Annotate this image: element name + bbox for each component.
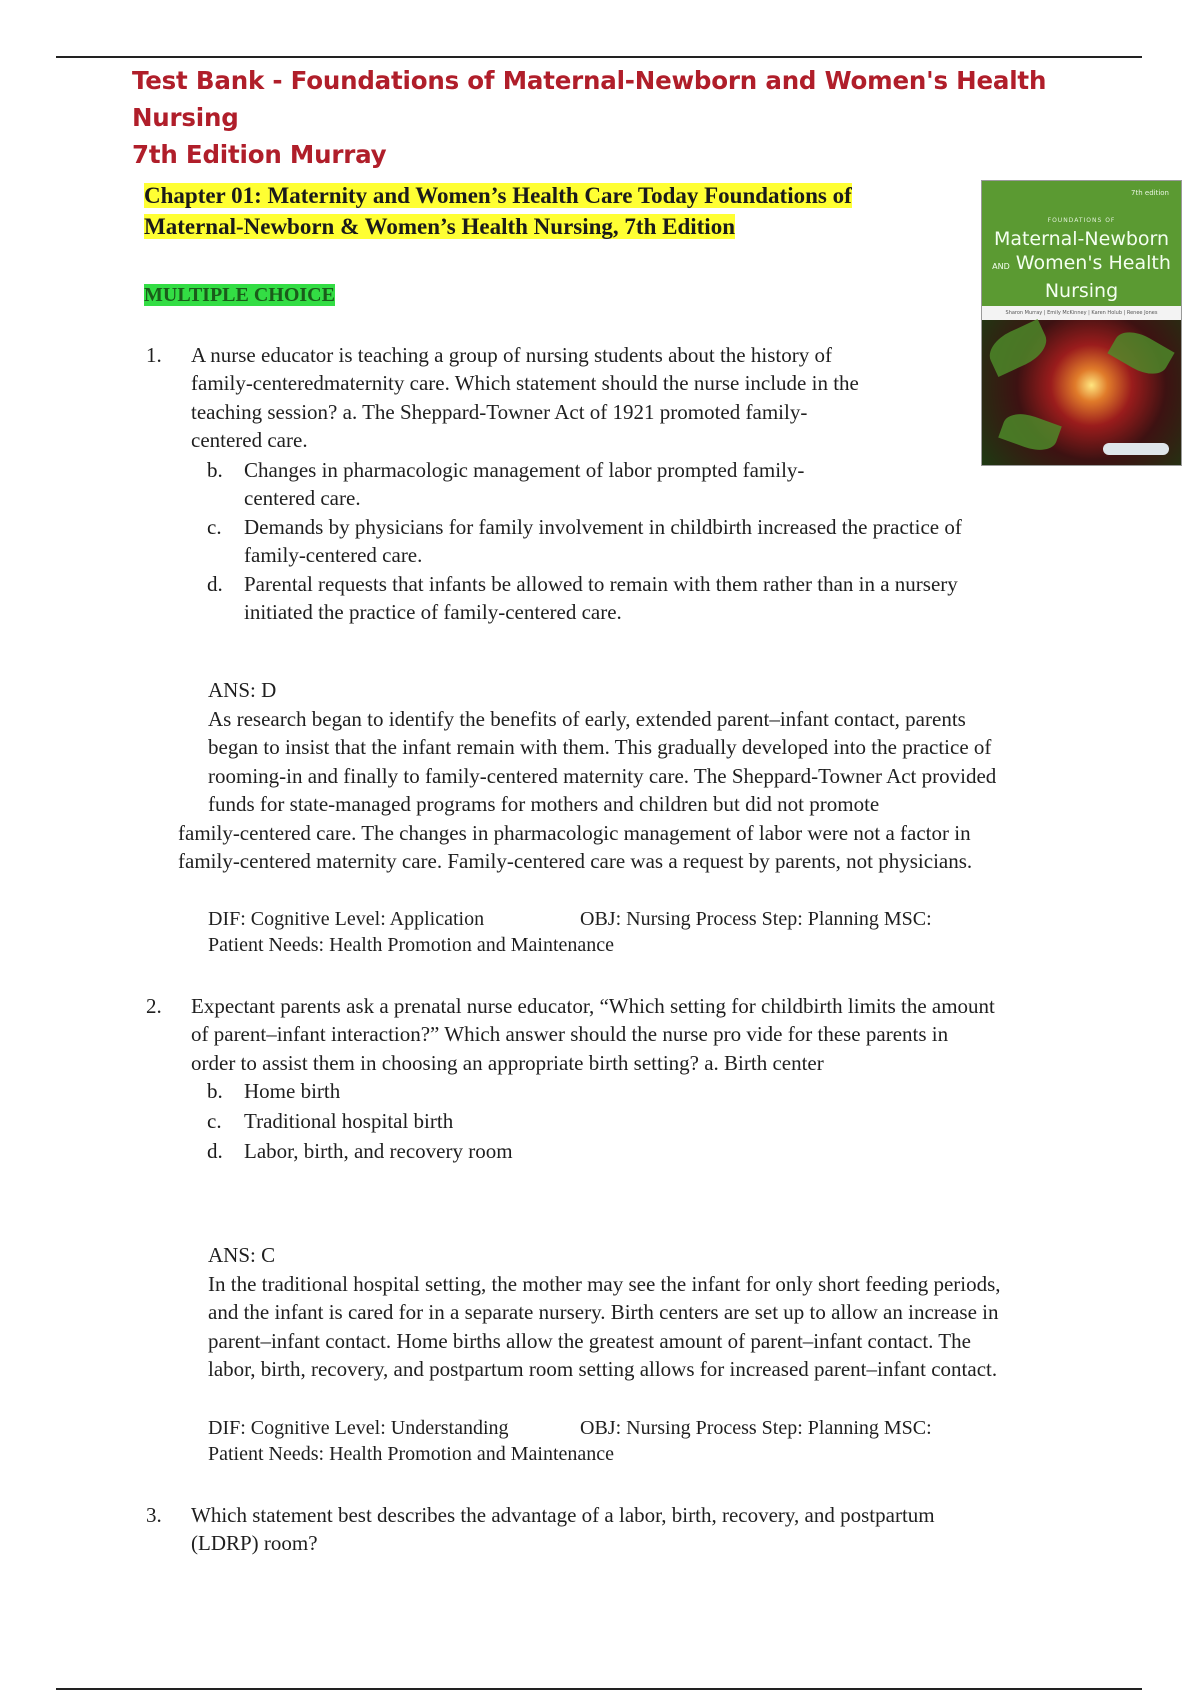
cover-leaf-icon bbox=[998, 407, 1062, 456]
stem-line: teaching session? a. The Sheppard-Towner Act of 1921 promoted family- bbox=[191, 399, 808, 424]
title-line-1: Test Bank - Foundations of Maternal-Newborn and Women's Health Nursing bbox=[132, 66, 1047, 132]
answer-key: ANS: D bbox=[208, 678, 277, 702]
bottom-rule bbox=[56, 1688, 1142, 1690]
option-line: centered care. bbox=[244, 486, 361, 511]
stem-line: family-centeredmaternity care. Which statement should the nurse include in the bbox=[191, 371, 859, 396]
difficulty-label: DIF: Cognitive Level: Understanding bbox=[208, 1417, 509, 1439]
objective-label: OBJ: Nursing Process Step: Planning MSC: bbox=[580, 908, 932, 930]
option-text bbox=[244, 456, 804, 513]
rationale-line: rooming-in and finally to family-centered maternity care. The Sheppard-Towner Act provided bbox=[208, 763, 997, 788]
answer-option bbox=[207, 570, 223, 598]
option-text: Traditional hospital birth bbox=[244, 1109, 454, 1133]
objective-label: OBJ: Nursing Process Step: Planning MSC: bbox=[580, 1417, 932, 1439]
rationale-line: family-centered care. The changes in pharmacologic management of labor were not a factor in bbox=[178, 821, 971, 845]
answer-option bbox=[207, 513, 222, 541]
stem-line: centered care. bbox=[191, 428, 308, 453]
option-text: Home birth bbox=[244, 1079, 341, 1103]
stem-line: Which statement best describes the advantage of a labor, birth, recovery, and postpartum bbox=[191, 1503, 935, 1527]
client-needs-label: Patient Needs: Health Promotion and Maintenance bbox=[208, 934, 615, 956]
rationale-line: In the traditional hospital setting, the mother may see the infant for only short feeding periods, bbox=[208, 1272, 1001, 1296]
option-letter: d. bbox=[207, 1139, 223, 1163]
cover-edition: 7th edition bbox=[1131, 189, 1169, 197]
option-letter: b. bbox=[207, 458, 223, 482]
rationale-continued bbox=[178, 819, 1118, 876]
answer-key: ANS: C bbox=[208, 1243, 276, 1267]
option-line: initiated the practice of family-centered care. bbox=[244, 600, 622, 625]
question-metadata bbox=[208, 1415, 932, 1467]
chapter-line-2: Maternal-Newborn & Women’s Health Nursing, 7th Edition bbox=[144, 214, 735, 239]
option-letter: b. bbox=[207, 1079, 223, 1103]
question-stem bbox=[191, 992, 995, 1077]
cover-series: FOUNDATIONS OF bbox=[1047, 217, 1116, 224]
rationale-line: As research began to identify the benefits of early, extended parent–infant contact, parents bbox=[208, 707, 966, 731]
client-needs-label: Patient Needs: Health Promotion and Maintenance bbox=[208, 1443, 615, 1465]
option-text bbox=[244, 570, 958, 627]
rationale bbox=[208, 705, 1128, 819]
option-line: Demands by physicians for family involvement in childbirth increased the practice of bbox=[244, 515, 962, 539]
difficulty-label: DIF: Cognitive Level: Application bbox=[208, 908, 485, 930]
answer-option bbox=[207, 456, 223, 484]
stem-line: order to assist them in choosing an appropriate birth setting? a. Birth center bbox=[191, 1050, 824, 1075]
rationale-line: began to insist that the infant remain with them. This gradually developed into the practice of bbox=[208, 735, 992, 760]
cover-title-line-1: Maternal-Newborn bbox=[993, 228, 1170, 250]
question-stem bbox=[191, 1501, 935, 1558]
rationale-line: labor, birth, recovery, and postpartum room setting allows for increased parent–infant contact. bbox=[208, 1357, 998, 1382]
section-label bbox=[144, 282, 335, 308]
chapter-line-1: Chapter 01: Maternity and Women’s Health Care Today Foundations of bbox=[144, 183, 852, 208]
cover-leaf-icon bbox=[983, 319, 1053, 377]
book-cover-image bbox=[981, 180, 1182, 466]
question-number: 3. bbox=[146, 1503, 162, 1527]
answer-option bbox=[207, 1107, 222, 1135]
chapter-heading bbox=[144, 180, 964, 242]
stem-line: Expectant parents ask a prenatal nurse educator, “Which setting for childbirth limits the amount bbox=[191, 994, 995, 1018]
cover-leaf-icon bbox=[1107, 324, 1174, 382]
cover-authors: Sharon Murray | Emily McKinney | Karen Holub | Renee Jones bbox=[982, 306, 1181, 320]
answer-option bbox=[207, 1077, 223, 1105]
option-line: Parental requests that infants be allowed to remain with them rather than in a nursery bbox=[244, 572, 958, 596]
cover-badge bbox=[1103, 443, 1169, 455]
option-letter: c. bbox=[207, 515, 222, 539]
multiple-choice-label: MULTIPLE CHOICE bbox=[144, 284, 335, 306]
cover-title-line-2-text: Women's Health bbox=[1015, 252, 1171, 274]
option-text bbox=[244, 513, 962, 570]
question-number: 1. bbox=[146, 343, 162, 367]
cover-title-panel bbox=[982, 181, 1181, 306]
cover-title-line-2 bbox=[982, 251, 1181, 279]
cover-title-and: AND bbox=[992, 262, 1010, 271]
question-stem bbox=[191, 341, 859, 455]
option-line: family-centered care. bbox=[244, 543, 423, 568]
cover-title-line-3: Nursing bbox=[1044, 280, 1119, 302]
rationale-line: family-centered maternity care. Family-centered care was a request by parents, not physicians. bbox=[178, 849, 973, 874]
cover-title bbox=[982, 227, 1181, 303]
option-text: Labor, birth, and recovery room bbox=[244, 1139, 513, 1163]
stem-line: of parent–infant interaction?” Which answer should the nurse pro vide for these parents in bbox=[191, 1022, 949, 1047]
answer-option bbox=[207, 1137, 223, 1165]
top-rule bbox=[56, 56, 1142, 58]
question-metadata bbox=[208, 906, 932, 958]
rationale bbox=[208, 1270, 1128, 1384]
stem-line: A nurse educator is teaching a group of nursing students about the history of bbox=[191, 343, 832, 367]
question-number: 2. bbox=[146, 994, 162, 1018]
option-letter: c. bbox=[207, 1109, 222, 1133]
document-title bbox=[132, 62, 1132, 173]
rationale-line: and the infant is cared for in a separate nursery. Birth centers are set up to allow an increase in bbox=[208, 1300, 999, 1325]
rationale-line: parent–infant contact. Home births allow the greatest amount of parent–infant contact. The bbox=[208, 1328, 971, 1353]
stem-line: (LDRP) room? bbox=[191, 1531, 318, 1556]
title-line-2: 7th Edition Murray bbox=[132, 140, 387, 169]
option-letter: d. bbox=[207, 572, 223, 596]
option-line: Changes in pharmacologic management of labor prompted family- bbox=[244, 458, 805, 482]
rationale-line: funds for state-managed programs for mothers and children but did not promote bbox=[208, 792, 880, 817]
cover-flower-art bbox=[982, 320, 1181, 465]
